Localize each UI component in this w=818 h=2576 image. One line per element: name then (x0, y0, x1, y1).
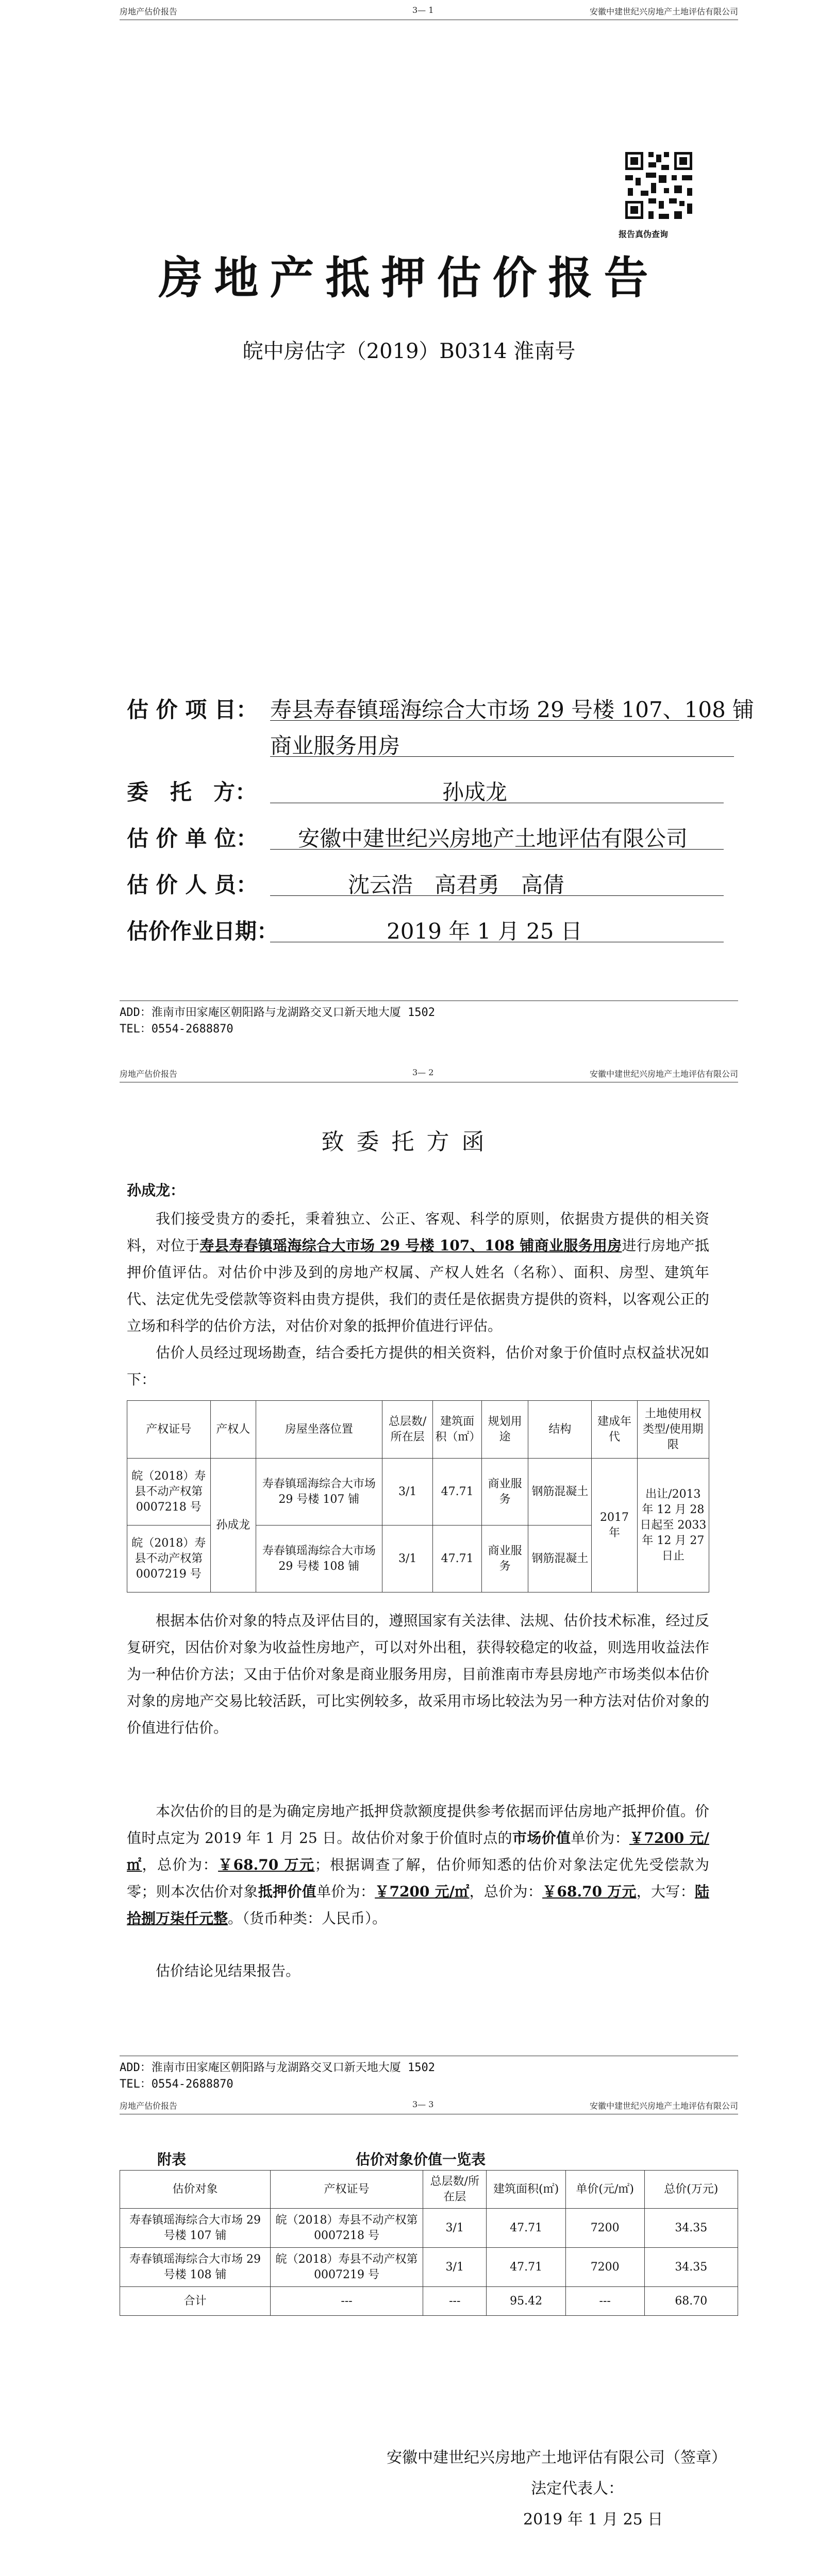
p4-text: 。（货币种类：人民币）。 (228, 1910, 387, 1927)
table-row (120, 2248, 738, 2287)
p1-text-a: 我们接受贵方的委托，秉着独立、公正、客观、科学的原则，依据贵方提供的相关资料，对位于 (127, 1210, 709, 1254)
value-table (120, 2170, 738, 2316)
location-cell: 寿春镇瑶海综合大市场 29 号楼 107 铺 (256, 1459, 382, 1526)
value-header: 产权证号 (271, 2171, 423, 2209)
table-row (120, 2209, 738, 2248)
p4-text: 本次估价的目的是为确定房地产抵押贷款额度提供参考依据而评估房地产抵押价值。价值时点定为 2019 年 1 月 25 日。故估价对象于价值时点的 (127, 1803, 709, 1846)
p4-mortgage-value-label: 抵押价值 (258, 1883, 316, 1900)
header-page-number: 3— 3 (412, 2099, 434, 2109)
footer-tel: TEL：0554-2688870 (120, 1023, 233, 1036)
header-left: 房地产估价报告 (120, 1069, 178, 1079)
field-label-client: 委 托 方： (127, 779, 257, 805)
letter-paragraph-3: 根据本估价对象的特点及评估目的，遵照国家有关法律、法规、估价技术标准，经过反复研究，因估价对象为收益性房地产，可以对外出租，获得较稳定的收益，则选用收益法作为一种估价方法；又由于估价对象是商业服务用房，目前淮南市寿县房地产市场类似本估价对象的房地产交易比较活跃，可比实例较多，故采用市场比较法为另一种方法对估价对象的价值进行估价。 (127, 1612, 709, 1736)
field-label-appraiser-unit: 估 价 单 位： (127, 826, 258, 851)
p4-amount-in-words: 陆拾捌万柒仟元整 (127, 1883, 709, 1927)
letter-paragraph-4 (127, 1798, 709, 1932)
rights-header: 房屋坐落位置 (256, 1401, 382, 1459)
value-table-title: 估价对象价值一览表 (356, 2151, 486, 2168)
use-cell: 商业服务 (481, 1526, 528, 1592)
footer-address: ADD：淮南市田家庵区朝阳路与龙湖路交叉口新天地大厦 1502 (120, 1006, 435, 1019)
appendix-label: 附表 (157, 2151, 187, 2168)
value-header: 总层数/所在层 (423, 2171, 487, 2209)
field-label-appraisers: 估 价 人 员： (127, 872, 258, 897)
signature-company: 安徽中建世纪兴房地产土地评估有限公司（签章） (387, 2449, 727, 2467)
letter-title: 致委托方函 (321, 1129, 497, 1155)
land-cell: 出让/2013 年 12 月 28 日起至 2033 年 12 月 27 日止 (637, 1459, 709, 1592)
p4-text: 单价为： (316, 1883, 375, 1900)
p4-text: ；根据调查了解，估价师知悉的估价对象法定优先受偿款为零；则本次估价对象 (127, 1856, 709, 1900)
cert-cell: 皖（2018）寿县不动产权第 0007218 号 (271, 2209, 423, 2248)
area-cell: 47.71 (433, 1526, 482, 1592)
total-cell: 34.35 (644, 2209, 738, 2248)
header-right: 安徽中建世纪兴房地产土地评估有限公司 (589, 2101, 738, 2111)
letter-paragraph-2: 估价人员经过现场勘查，结合委托方提供的相关资料，估价对象于价值时点权益状况如下： (127, 1344, 709, 1388)
structure-cell: 钢筋混凝土 (528, 1459, 592, 1526)
p4-text: ，总价为： (142, 1856, 219, 1873)
rights-header: 规划用途 (481, 1401, 528, 1459)
floor-cell: --- (423, 2287, 487, 2316)
underline (270, 849, 724, 850)
total-cell: 34.35 (644, 2248, 738, 2287)
field-value-project-line2: 商业服务用房 (270, 733, 400, 758)
rights-header: 总层数/所在层 (382, 1401, 433, 1459)
rights-header: 土地使用权类型/使用期限 (637, 1401, 709, 1459)
letter-salutation: 孙成龙： (127, 1182, 185, 1199)
value-header: 单价(元/㎡) (565, 2171, 644, 2209)
underline (270, 895, 724, 896)
p4-market-total: ￥68.70 万元 (218, 1856, 315, 1873)
p4-mortgage-unit-price: ￥7200 元/㎡ (375, 1883, 470, 1900)
p1-property: 寿县寿春镇瑶海综合大市场 29 号楼 107、108 铺商业服务用房 (199, 1237, 622, 1254)
area-cell: 47.71 (433, 1459, 482, 1526)
p4-text: 单价为： (571, 1829, 629, 1846)
cert-cell: 皖（2018）寿县不动产权第 0007219 号 (127, 1526, 211, 1592)
signature-date: 2019 年 1 月 25 日 (523, 2511, 663, 2529)
total-label-cell: 合计 (120, 2287, 271, 2316)
floor-cell: 3/1 (382, 1459, 433, 1526)
price-cell: 7200 (565, 2209, 644, 2248)
rights-header: 产权人 (210, 1401, 256, 1459)
floor-cell: 3/1 (382, 1526, 433, 1592)
p4-text: ，总价为： (469, 1883, 543, 1900)
floor-cell: 3/1 (423, 2248, 487, 2287)
price-cell: --- (565, 2287, 644, 2316)
footer-address: ADD：淮南市田家庵区朝阳路与龙湖路交叉口新天地大厦 1502 (120, 2061, 435, 2074)
structure-cell: 钢筋混凝土 (528, 1526, 592, 1592)
footer-tel: TEL：0554-2688870 (120, 2078, 233, 2091)
header-left: 房地产估价报告 (120, 2101, 178, 2111)
area-cell: 47.71 (487, 2209, 565, 2248)
letter-paragraph-5: 估价结论见结果报告。 (156, 1962, 301, 1979)
letter-paragraph-1 (127, 1206, 709, 1340)
underline (270, 720, 739, 721)
cert-cell: --- (271, 2287, 423, 2316)
header-right: 安徽中建世纪兴房地产土地评估有限公司 (589, 1069, 738, 1079)
p4-market-unit-price: ￥7200 元/㎡ (127, 1829, 709, 1873)
page-footer (120, 2060, 435, 2093)
table-total-row (120, 2287, 738, 2316)
object-cell: 寿春镇瑶海综合大市场 29 号楼 107 铺 (120, 2209, 271, 2248)
underline (270, 756, 734, 757)
value-header: 估价对象 (120, 2171, 271, 2209)
rights-header: 建成年代 (592, 1401, 637, 1459)
cert-cell: 皖（2018）寿县不动产权第 0007219 号 (271, 2248, 423, 2287)
document-number: 皖中房估字（2019）B0314 淮南号 (242, 340, 576, 363)
use-cell: 商业服务 (481, 1459, 528, 1526)
area-cell: 95.42 (487, 2287, 565, 2316)
field-value-appraisers: 沈云浩 高君勇 高倩 (348, 872, 565, 897)
rights-header: 结构 (528, 1401, 592, 1459)
p4-text: ，大写： (636, 1883, 695, 1900)
cert-cell: 皖（2018）寿县不动产权第 0007218 号 (127, 1459, 211, 1526)
owner-cell: 孙成龙 (210, 1459, 256, 1592)
header-right: 安徽中建世纪兴房地产土地评估有限公司 (589, 7, 738, 16)
header-left: 房地产估价报告 (120, 7, 178, 16)
value-header: 总价(万元) (644, 2171, 738, 2209)
field-value-client: 孙成龙 (442, 779, 508, 805)
qr-caption: 报告真伪查询 (619, 229, 669, 239)
year-cell: 2017 年 (592, 1459, 637, 1592)
field-value-project-line1: 寿县寿春镇瑶海综合大市场 29 号楼 107、108 铺 (270, 697, 755, 722)
rights-table (127, 1400, 709, 1592)
rights-header: 产权证号 (127, 1401, 211, 1459)
page-footer (120, 1005, 435, 1038)
table-row (127, 1459, 709, 1526)
header-page-number: 3— 1 (412, 5, 434, 15)
total-cell: 68.70 (644, 2287, 738, 2316)
field-value-appraiser-unit: 安徽中建世纪兴房地产土地评估有限公司 (298, 826, 688, 851)
report-title: 房地产抵押估价报告 (158, 252, 660, 304)
p1-text-c: 进行房地产抵押价值评估。对估价中涉及到的房地产权属、产权人姓名（名称）、面积、房型、建筑年代、法定优先受偿款等资料由贵方提供，我们的责任是依据贵方提供的资料，以客观公正的立场和科学的估价方法，对估价对象的抵押价值进行评估。 (127, 1237, 709, 1334)
signature-representative: 法定代表人： (531, 2480, 624, 2498)
field-label-work-date: 估价作业日期： (127, 919, 279, 944)
p4-market-value-label: 市场价值 (512, 1829, 571, 1846)
qr-code-icon (623, 149, 695, 222)
area-cell: 47.71 (487, 2248, 565, 2287)
location-cell: 寿春镇瑶海综合大市场 29 号楼 108 铺 (256, 1526, 382, 1592)
header-page-number: 3— 2 (412, 1067, 434, 1077)
report-page-1 (0, 0, 818, 1051)
p4-mortgage-total: ￥68.70 万元 (542, 1883, 637, 1900)
floor-cell: 3/1 (423, 2209, 487, 2248)
object-cell: 寿春镇瑶海综合大市场 29 号楼 108 铺 (120, 2248, 271, 2287)
field-value-work-date: 2019 年 1 月 25 日 (387, 919, 582, 944)
value-header: 建筑面积(㎡) (487, 2171, 565, 2209)
price-cell: 7200 (565, 2248, 644, 2287)
rights-header: 建筑面积（㎡） (433, 1401, 482, 1459)
field-label-project: 估 价 项 目： (127, 697, 258, 722)
